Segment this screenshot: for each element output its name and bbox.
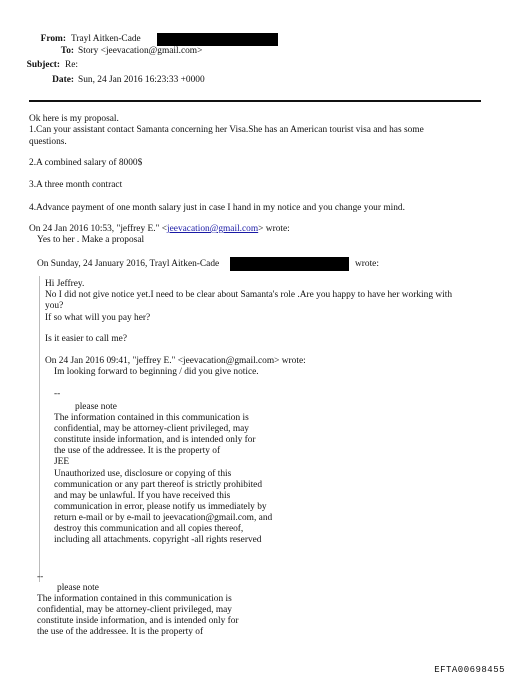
date-value: Sun, 24 Jan 2016 16:23:33 +0000: [78, 75, 205, 85]
sig1-line: Unauthorized use, disclosure or copying of this: [54, 468, 232, 479]
from-value: Trayl Aitken-Cade: [71, 34, 141, 44]
quote1-header: [29, 224, 290, 235]
quote2-bar: [39, 276, 40, 582]
quote1-body: Yes to her . Make a proposal: [37, 235, 145, 245]
redaction-quote2: [230, 257, 349, 271]
quote1-header-pre: On 24 Jan 2016 10:53, "jeffrey E." <: [29, 224, 168, 234]
sig1-line: confidential, may be attorney-client privileged, may: [54, 424, 249, 435]
signature2-note: please note: [57, 583, 99, 593]
signature1-note: please note: [75, 402, 117, 412]
to-value: Story <jeevacation@gmail.com>: [78, 46, 203, 56]
sig1-line: communication or any part thereof is strictly prohibited: [54, 479, 263, 490]
sig1-line: return e-mail or by e-mail to jeevacation@gmail.com, and: [54, 512, 273, 523]
body-line-5: 3.A three month contract: [29, 180, 123, 190]
quote2-line-3: you?: [45, 301, 64, 311]
sig1-line: JEE: [54, 457, 70, 468]
quote1-email-link[interactable]: jeevacation@gmail.com: [167, 224, 259, 234]
date-label: Date:: [52, 75, 74, 85]
bates-number: EFTA00698455: [434, 665, 505, 675]
sig2-line: confidential, may be attorney-client privileged, may: [37, 605, 232, 616]
sig2-line: the use of the addressee. It is the property of: [37, 627, 204, 638]
sig1-line: destroy this communication and all copies thereof,: [54, 524, 244, 534]
from-label: From:: [40, 34, 66, 44]
sig2-line: The information contained in this communication is: [37, 594, 232, 604]
sig1-line: communication in error, please notify us immediately by: [54, 501, 267, 512]
quote1-header-post: > wrote:: [258, 224, 290, 234]
header-divider: [29, 100, 481, 102]
sig1-line: constitute inside information, and is intended only for: [54, 435, 256, 446]
body-line-6: 4.Advance payment of one month salary just in case I hand in my notice and you change your mind.: [29, 203, 405, 213]
quote2-header-post: wrote:: [355, 259, 379, 269]
sig2-line: constitute inside information, and is intended only for: [37, 616, 239, 627]
subject-value: Re:: [65, 60, 79, 70]
quote2-line-5: Is it easier to call me?: [45, 334, 127, 344]
sig1-line: The information contained in this communication is: [54, 413, 249, 423]
quote2-header-pre: On Sunday, 24 January 2016, Trayl Aitken-Cade: [37, 259, 220, 269]
signature1-dash: --: [54, 389, 61, 399]
to-label: To:: [60, 46, 74, 56]
quote2-line-4: If so what will you pay her?: [45, 313, 151, 323]
signature2-dash: --: [37, 572, 44, 582]
sig1-line: and may be unlawful. If you have received this: [54, 490, 231, 501]
body-line-2: 1.Can your assistant contact Samanta concerning her Visa.She has an American tourist visa and has some: [29, 125, 424, 135]
body-line-1: Ok here is my proposal.: [29, 114, 119, 124]
subject-label: Subject:: [26, 60, 60, 70]
quote3-body: Im looking forward to beginning / did you give notice.: [54, 367, 259, 377]
sig1-line: the use of the addressee. It is the property of: [54, 446, 221, 457]
redaction-from: [157, 33, 278, 46]
quote2-line-2: No I did not give notice yet.I need to be clear about Samanta's role .Are you happy to have her working with: [45, 290, 453, 300]
quote2-line-1: Hi Jeffrey.: [45, 279, 85, 289]
body-line-3: questions.: [29, 137, 67, 147]
quote3-header: On 24 Jan 2016 09:41, "jeffrey E." <jeevacation@gmail.com> wrote:: [45, 356, 306, 366]
sig1-line: including all attachments. copyright -all rights reserved: [54, 535, 262, 546]
body-line-4: 2.A combined salary of 8000$: [29, 158, 143, 168]
